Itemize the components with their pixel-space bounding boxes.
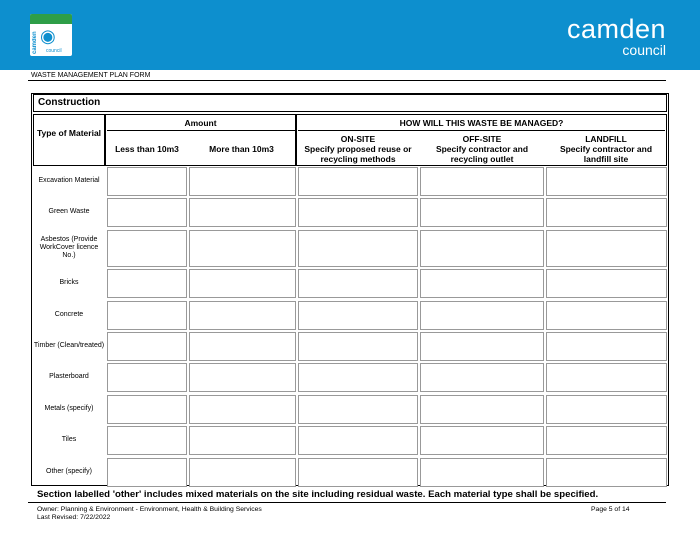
material-label: Excavation Material (38, 177, 100, 184)
material-label: Tiles (61, 436, 77, 443)
header-rule (28, 80, 666, 81)
type-header-box (33, 114, 105, 166)
entry-cell[interactable] (420, 230, 544, 267)
brand-sub: council (622, 42, 666, 58)
entry-cell[interactable] (189, 363, 296, 392)
entry-cell[interactable] (298, 230, 418, 267)
type-of-material-header: Type of Material (36, 128, 102, 138)
footer-page: Page 5 of 14 (591, 506, 630, 513)
entry-cell[interactable] (189, 332, 296, 361)
footer-owner: Owner: Planning & Environment - Environment, Health & Building Services (37, 506, 262, 513)
entry-cell[interactable] (298, 363, 418, 392)
material-label: Concrete (54, 311, 84, 318)
entry-cell[interactable] (107, 426, 187, 455)
amount-header: Amount (184, 118, 217, 128)
brand-wordmark (567, 16, 666, 57)
managed-header: HOW WILL THIS WASTE BE MANAGED? (399, 118, 564, 128)
entry-cell[interactable] (420, 395, 544, 424)
entry-cell[interactable] (107, 395, 187, 424)
entry-cell[interactable] (298, 458, 418, 487)
entry-cell[interactable] (420, 198, 544, 227)
amount-divider (107, 130, 295, 131)
offsite-title: OFF-SITE (462, 134, 502, 144)
entry-cell[interactable] (546, 458, 667, 487)
entry-cell[interactable] (107, 167, 187, 196)
entry-cell[interactable] (107, 363, 187, 392)
logo-vertical-text: camden (32, 31, 38, 54)
entry-cell[interactable] (107, 458, 187, 487)
camden-logo (30, 14, 72, 56)
platypus-icon: ◉ (40, 26, 56, 46)
onsite-title: ON-SITE (340, 134, 376, 144)
entry-cell[interactable] (107, 269, 187, 298)
entry-cell[interactable] (546, 363, 667, 392)
entry-cell[interactable] (420, 363, 544, 392)
material-label: Timber (Clean/treated) (33, 342, 105, 349)
logo-green-band (30, 14, 72, 24)
brand-name: camden (566, 14, 666, 44)
entry-cell[interactable] (189, 167, 296, 196)
entry-cell[interactable] (189, 458, 296, 487)
entry-cell[interactable] (298, 198, 418, 227)
material-label: Plasterboard (49, 373, 89, 380)
material-label: Bricks (59, 279, 79, 286)
entry-cell[interactable] (298, 332, 418, 361)
entry-cell[interactable] (420, 332, 544, 361)
entry-cell[interactable] (189, 301, 296, 330)
onsite-sub: Specify proposed reuse or recycling methods (304, 144, 412, 164)
logo-small-text: council (46, 48, 62, 54)
entry-cell[interactable] (189, 230, 296, 267)
entry-cell[interactable] (420, 269, 544, 298)
landfill-header (546, 134, 666, 164)
entry-cell[interactable] (189, 269, 296, 298)
landfill-sub: Specify contractor and landfill site (559, 144, 653, 164)
entry-cell[interactable] (420, 167, 544, 196)
entry-cell[interactable] (546, 198, 667, 227)
entry-cell[interactable] (546, 426, 667, 455)
material-label: Metals (specify) (44, 405, 94, 412)
section-note: Section labelled 'other' includes mixed materials on the site including residual waste. Each material type shall be specified. (37, 489, 599, 500)
form-title: WASTE MANAGEMENT PLAN FORM (31, 72, 151, 79)
entry-cell[interactable] (546, 230, 667, 267)
less-than-header: Less than 10m3 (115, 144, 179, 154)
entry-cell[interactable] (420, 458, 544, 487)
footer-revised: Last Revised: 7/22/2022 (37, 514, 111, 521)
onsite-header (298, 134, 418, 164)
page-header (0, 0, 700, 70)
entry-cell[interactable] (107, 301, 187, 330)
more-than-header: More than 10m3 (209, 144, 274, 154)
entry-cell[interactable] (546, 332, 667, 361)
entry-cell[interactable] (420, 301, 544, 330)
entry-cell[interactable] (546, 301, 667, 330)
entry-cell[interactable] (298, 269, 418, 298)
offsite-sub: Specify contractor and recycling outlet (435, 144, 529, 164)
offsite-header (420, 134, 544, 164)
footer-rule (28, 502, 666, 503)
managed-divider (298, 130, 665, 131)
entry-cell[interactable] (546, 167, 667, 196)
entry-cell[interactable] (107, 198, 187, 227)
material-label: Green Waste (48, 208, 90, 215)
entry-cell[interactable] (189, 395, 296, 424)
material-label: Other (specify) (46, 468, 92, 475)
entry-cell[interactable] (189, 198, 296, 227)
entry-cell[interactable] (298, 301, 418, 330)
entry-cell[interactable] (298, 395, 418, 424)
entry-cell[interactable] (298, 426, 418, 455)
entry-cell[interactable] (546, 269, 667, 298)
landfill-title: LANDFILL (585, 134, 627, 144)
section-title: Construction (33, 94, 667, 112)
material-label: Asbestos (Provide WorkCover licence No.) (39, 236, 99, 259)
entry-cell[interactable] (189, 426, 296, 455)
entry-cell[interactable] (107, 230, 187, 267)
entry-cell[interactable] (107, 332, 187, 361)
entry-cell[interactable] (546, 395, 667, 424)
entry-cell[interactable] (420, 426, 544, 455)
entry-cell[interactable] (298, 167, 418, 196)
